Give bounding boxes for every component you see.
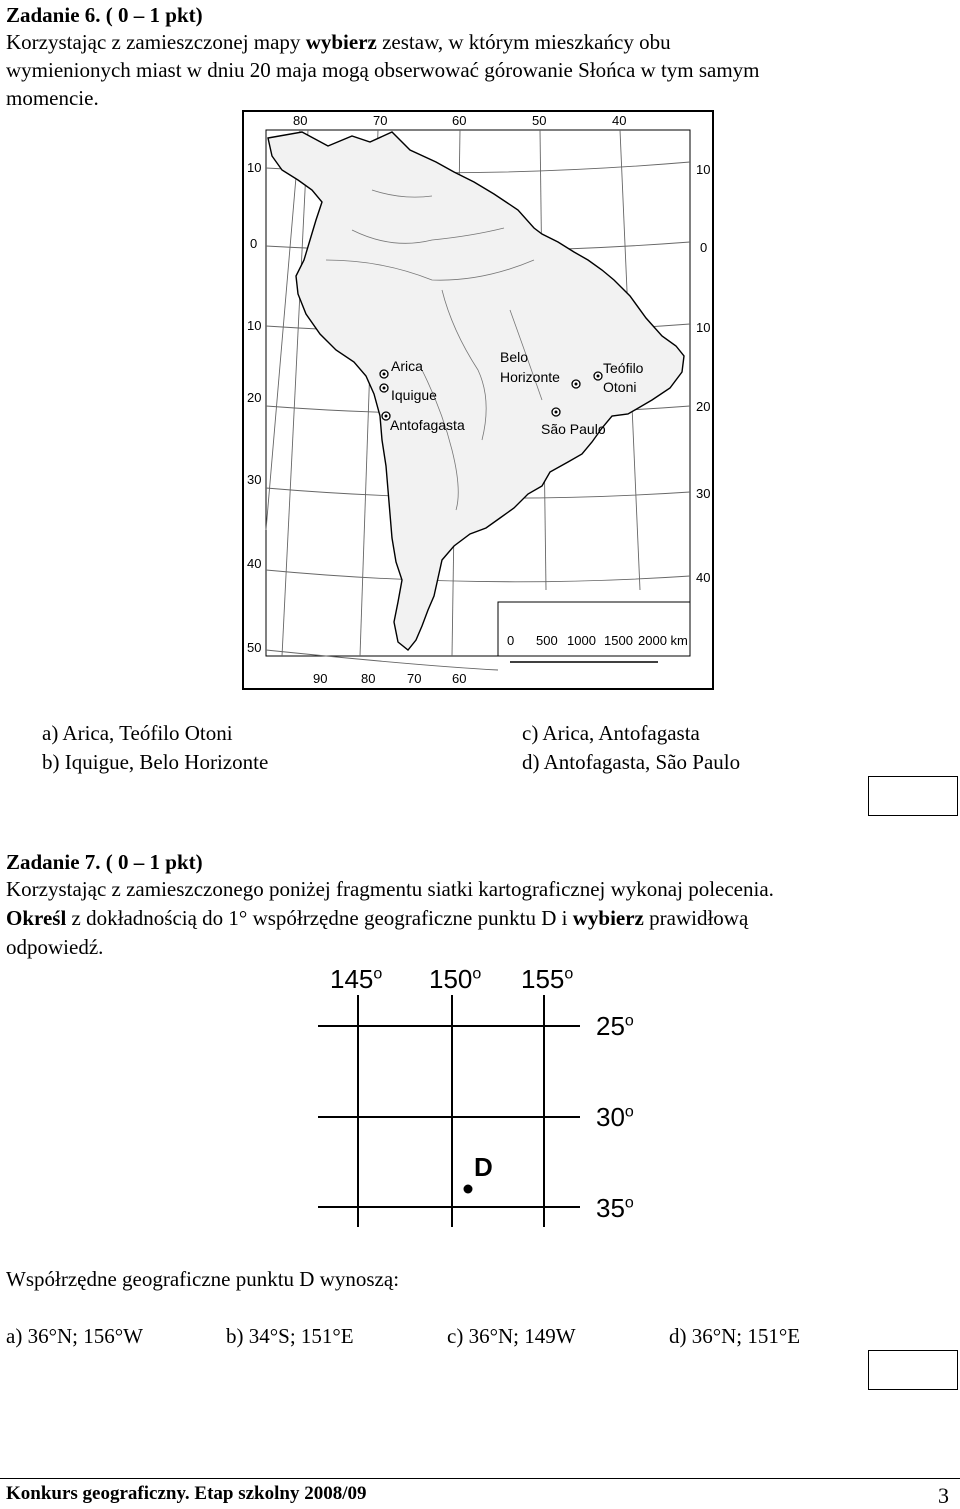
grid-lon-155: 155$^o$ xyxy=(521,964,574,994)
city-label-antofagasta: Antofagasta xyxy=(390,417,465,433)
map-lon-top-5: 40 xyxy=(612,113,627,128)
scale-label-500: 500 xyxy=(536,633,558,648)
task7-text-line3: odpowiedź. xyxy=(6,935,104,959)
footer-title: Konkurs geograficzny. Etap szkolny 2008/09 xyxy=(6,1483,367,1504)
task6-answer-c: c) Arica, Antofagasta xyxy=(522,721,700,745)
map-lat-right-1: 10 xyxy=(696,162,711,177)
map-lon-top-1: 80 xyxy=(293,113,308,128)
city-label-teofilo-2: Otoni xyxy=(603,379,637,395)
grid-lon-145: 145$^o$ xyxy=(330,964,383,994)
task6-answer-b: b) Iquigue, Belo Horizonte xyxy=(42,750,269,774)
scale-label-1500: 1500 xyxy=(604,633,633,648)
task6-heading: Zadanie 6. ( 0 – 1 pkt) xyxy=(6,3,203,27)
map-lat-left-2: 0 xyxy=(250,236,258,251)
scale-label-0: 0 xyxy=(507,633,515,648)
map-lat-left-5: 30 xyxy=(247,472,262,487)
map-lat-left-6: 40 xyxy=(247,556,262,571)
map-lat-left-7: 50 xyxy=(247,640,262,655)
city-label-belo-2: Horizonte xyxy=(500,369,560,385)
task6-score-box xyxy=(868,776,958,816)
city-label-sao-paulo: São Paulo xyxy=(541,421,606,437)
map-lon-bottom-3: 70 xyxy=(407,671,422,686)
map-lon-bottom-2: 80 xyxy=(361,671,376,686)
task7-answer-c: c) 36°N; 149W xyxy=(447,1324,576,1348)
map-lat-left-4: 20 xyxy=(247,390,262,405)
grid-lon-150: 150$^o$ xyxy=(429,964,482,994)
task6-text-line2: wymienionych miast w dniu 20 maja mogą obserwować górowanie Słońca w tym samym xyxy=(6,58,760,82)
map-lat-right-5: 30 xyxy=(696,486,711,501)
task7-score-box xyxy=(868,1350,958,1390)
task7-text-line1: Korzystając z zamieszczonego poniżej fragmentu siatki kartograficznej wykonaj polecenia. xyxy=(6,877,774,901)
grid-lat-30: 30$^o$ xyxy=(596,1102,634,1132)
map-lat-right-4: 20 xyxy=(696,399,711,414)
task7-answer-a: a) 36°N; 156°W xyxy=(6,1324,143,1348)
map-lon-bottom-1: 90 xyxy=(313,671,328,686)
map-lat-right-2: 0 xyxy=(700,240,708,255)
task7-text-line2: Określ z dokładnością do 1° współrzędne geograficzne punktu D i wybierz prawidłową xyxy=(6,906,749,930)
task6-text-line3: momencie. xyxy=(6,86,99,110)
task6-answer-a: a) Arica, Teófilo Otoni xyxy=(42,721,233,745)
scale-label-1000: 1000 xyxy=(567,633,596,648)
city-label-teofilo-1: Teófilo xyxy=(603,360,644,376)
city-label-belo-1: Belo xyxy=(500,349,529,365)
page-number: 3 xyxy=(938,1483,949,1508)
scale-label-2000: 2000 km xyxy=(638,633,688,648)
task7-heading: Zadanie 7. ( 0 – 1 pkt) xyxy=(6,850,203,874)
map-lat-left-3: 10 xyxy=(247,318,262,333)
footer-divider xyxy=(0,1478,960,1479)
task6-text-line1: Korzystając z zamieszczonej mapy wybierz zestaw, w którym mieszkańcy obu xyxy=(6,30,671,54)
grid-lat-35: 35$^o$ xyxy=(596,1193,634,1223)
map-lon-top-2: 70 xyxy=(373,113,388,128)
point-d-label: D xyxy=(474,1152,493,1182)
city-label-arica: Arica xyxy=(391,358,423,374)
map-lon-top-3: 60 xyxy=(452,113,467,128)
task7-answer-d: d) 36°N; 151°E xyxy=(669,1324,801,1348)
map-lon-bottom-4: 60 xyxy=(452,671,467,686)
map-lon-top-4: 50 xyxy=(532,113,547,128)
grid-lat-25: 25$^o$ xyxy=(596,1011,634,1041)
task6-answer-d: d) Antofagasta, São Paulo xyxy=(522,750,741,774)
coordinate-grid xyxy=(318,995,584,1227)
city-label-iquigue: Iquigue xyxy=(391,387,437,403)
point-d-marker xyxy=(464,1185,473,1194)
map-lat-right-6: 40 xyxy=(696,570,711,585)
south-america-map xyxy=(242,110,714,690)
map-lat-right-3: 10 xyxy=(696,320,711,335)
map-lat-left-1: 10 xyxy=(247,160,262,175)
task7-question: Współrzędne geograficzne punktu D wynoszą: xyxy=(6,1267,400,1291)
task7-answer-b: b) 34°S; 151°E xyxy=(226,1324,354,1348)
